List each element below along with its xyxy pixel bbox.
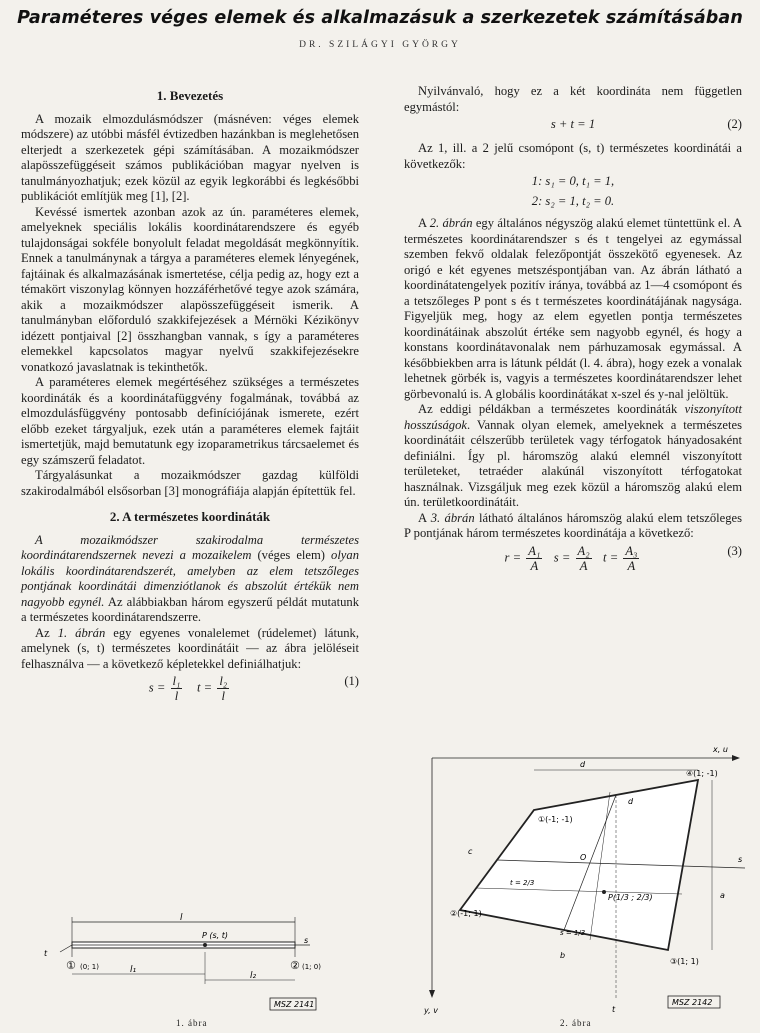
figure-1 [40, 912, 330, 1012]
figure-2-caption: 2. ábra [560, 1018, 592, 1028]
label-c: c [468, 847, 473, 856]
standard-stamp: MSZ 2141 [274, 1000, 315, 1009]
point-p [602, 890, 606, 894]
node-1-label: ①(-1; -1) [538, 815, 573, 824]
label-s-eq: s = 1/3 [560, 929, 586, 937]
label-b: b [560, 951, 566, 960]
label-l2: l₂ [250, 971, 257, 981]
left-column [21, 84, 359, 712]
right-column [404, 84, 742, 582]
author: DR. SZILÁGYI GYÖRGY [299, 40, 461, 50]
label-d-small: d [628, 797, 634, 806]
node-coord-2: 2: s₂ = 1, t₂ = 0. [531, 194, 615, 208]
label-s: s [738, 855, 743, 864]
label-t: t [612, 1005, 616, 1014]
section-heading-coordinates: 2. A természetes koordináták [109, 509, 271, 524]
label-a: a [720, 891, 725, 900]
paragraph: Az eddigi példákban a természetes koordináták viszonyított hosszúságok. Vannak olyan elemek, amelyeknek a természetes koordinátáit célszerűbb területek vagy térfogatok hányadosaként definiálni. Így pl. háromszög alakú elemnél viszonyított területeket, tetraéder alakúnál viszonyított térfogatokat használnak. Vizsgáljuk meg ezek közül a háromszög alakú elem ún. területkoordinátáit. [404, 402, 742, 509]
s-axis-extension [682, 866, 745, 868]
node-coord-1: 1: s₁ = 0, t₁ = 1, [531, 174, 615, 188]
label-p: P (s, t) [202, 931, 228, 940]
node-1-marker: ① [66, 959, 76, 972]
paragraph: A mozaikmódszer szakirodalma természetes koordinátarendszernek nevezi a mozaikelem (véges elem) olyan lokális koordinátarendszerét, amelyben az elem tetszőleges pontjának koordinátái dimenziótlanok és abszolút értékük nem nagyobb egynél. Az alábbiakban három egyszerű példát mutatunk a természetes koordinátarendszerre. [21, 532, 360, 624]
label-d: d [580, 760, 586, 769]
paragraph: Az 1, ill. a 2 jelű csomópont (s, t) természetes koordinátái a következők: [404, 141, 742, 171]
node-4-label: ④(1; -1) [686, 769, 718, 778]
node-1-coords: (0; 1) [80, 963, 99, 971]
node-2-coords: (1; 0) [302, 963, 321, 971]
label-t-eq: t = 2/3 [510, 879, 535, 887]
paragraph: Az 1. ábrán egy egyenes vonalelemet (rúdelemet) látunk, amelynek (s, t) természetes koordinátáit — az ábra jelöléseit felhasználva — a következő képletekkel definiálhatjuk: [21, 625, 359, 671]
paragraph: Kevéssé ismertek azonban azok az ún. paraméteres elemek, amelyeknek speciális lokális koordinátarendszere és egyéb tulajdonságai sokféle bonyolult feladat megoldását megkönnyítik. Ennek a tanulmánynak a tárgya a paraméteres elemek lényegének, fajtáinak és alkalmazásának ismertetése, célja pedig az, hogy ezt a témakört viszonylag könnyen hozzáférhetővé tegye azok számára, akik a mozaikmódszer alapösszefüggéseit ismerik. A tanulmányban előforduló szakkifejezések a Mérnöki Kézikönyv idézett pontjaival [2] összhangban vannak, s így a paraméteres elemekkel kapcsolatos magyar nyelvű szakkifejezésekre vonatkozó javaslatnak is tekinthetők. [21, 204, 359, 374]
equation-2: s + t = 1 (2) [550, 117, 742, 131]
label-l: l [180, 913, 183, 923]
label-x: x, u [713, 745, 728, 754]
figure-2 [410, 738, 750, 1016]
node-2-marker: ② [290, 959, 300, 972]
node-3-label: ③(1; 1) [670, 957, 699, 966]
figure-1-caption: 1. ábra [176, 1018, 208, 1028]
label-t: t [44, 949, 48, 958]
equation-1: s = $\frac{\text{l₁}}{l}$ t = $\frac{\text{l₂}}{l}$ (1) [148, 674, 359, 703]
label-l1: l₁ [130, 965, 137, 975]
label-origin: O [580, 853, 587, 862]
paragraph: A 3. ábrán látható általános háromszög alakú elem tetszőleges P pontjának három természetes koordinátája a következő: [404, 510, 742, 540]
section-heading-intro: 1. Bevezetés [156, 88, 224, 103]
paragraph: A 2. ábrán egy általános négyszög alakú elemet tüntettünk el. A természetes koordinátarendszer s és t tengelyei az egymással szemben fekvő oldalak felezőpontját összekötő egyenesek. Az origó e két egyenes metszéspontjában van. Az ábrán látható a koordinátatengelyek pozitív iránya, továbbá az 1—4 csomópont és a tetszőleges P pont s és t természetes koordinátájának nagysága. Figyeljük meg, hogy az elem egyetlen pontja természetes koordinátáinak abszolút értéke sem nagyobb egynél, és hogy a konstans koordinátavonalak nem párhuzamosak egymással. A későbbiekben arra is látunk példát (l. 4. ábra), hogy ezek a vonalak lehetnek görbék is, vagyis a természetes koordinátarendszer lehet görbevonalú is. A globális koordinátákat x-szel és y-nal jelöltük. [404, 216, 742, 401]
equation-number: (1) [344, 674, 359, 688]
point-p [203, 943, 207, 947]
y-axis-arrow [429, 990, 435, 998]
paragraph: A mozaik elmozdulásmódszer (másnéven: véges elemek módszere) az utóbbi másfél évtizedben hazánkban is meglehetősen elterjedt a szerkezetek gépi számításában. A mozaikmódszer alapösszefüggéseit számos publikációban magyar nyelven is tanulmányozhatjuk; ezek közül az egyik legkorábbi és legkésőbbi publikációt említjük meg [1], [2]. [21, 111, 359, 203]
t-axis [60, 945, 72, 952]
label-s: s [304, 936, 309, 945]
quad-element [460, 780, 698, 950]
equation-3: r = $\frac{\text{A₁}}{A}$ s = $\frac{\text{A₂}}{A}$ t = $\frac{\text{A₃}}{A}$ (3) [504, 543, 742, 573]
paragraph: Tárgyalásunkat a mozaikmódszer gazdag külföldi szakirodalmából elsősorban [3] monográfiája alapján építettük fel. [21, 468, 359, 498]
label-y: y, v [424, 1006, 438, 1015]
label-p: P(1/3 ; 2/3) [608, 893, 653, 902]
x-axis-arrow [732, 755, 740, 761]
standard-stamp: MSZ 2142 [672, 998, 713, 1007]
paper-title: Paraméteres véges elemek és alkalmazásuk a szerkezetek számításában [17, 8, 743, 28]
paragraph: A paraméteres elemek megértéséhez szükséges a természetes koordináták és a koordinátafüggvény fogalmának, továbbá az elmozdulásfüggvény pontosabb definíciójának ismerete, ezért előbb ezeket tárgyaljuk, ezek után a paraméteres elemek fajtáit ismertetjük, majd bemutatunk egy izoparametrikus tárcsaelemet és egy számszerű feladatot. [21, 375, 359, 467]
paragraph: Nyilvánvaló, hogy ez a két koordináta nem független egymástól: [404, 84, 742, 114]
node-2-label: ②(-1; 1) [450, 909, 482, 918]
